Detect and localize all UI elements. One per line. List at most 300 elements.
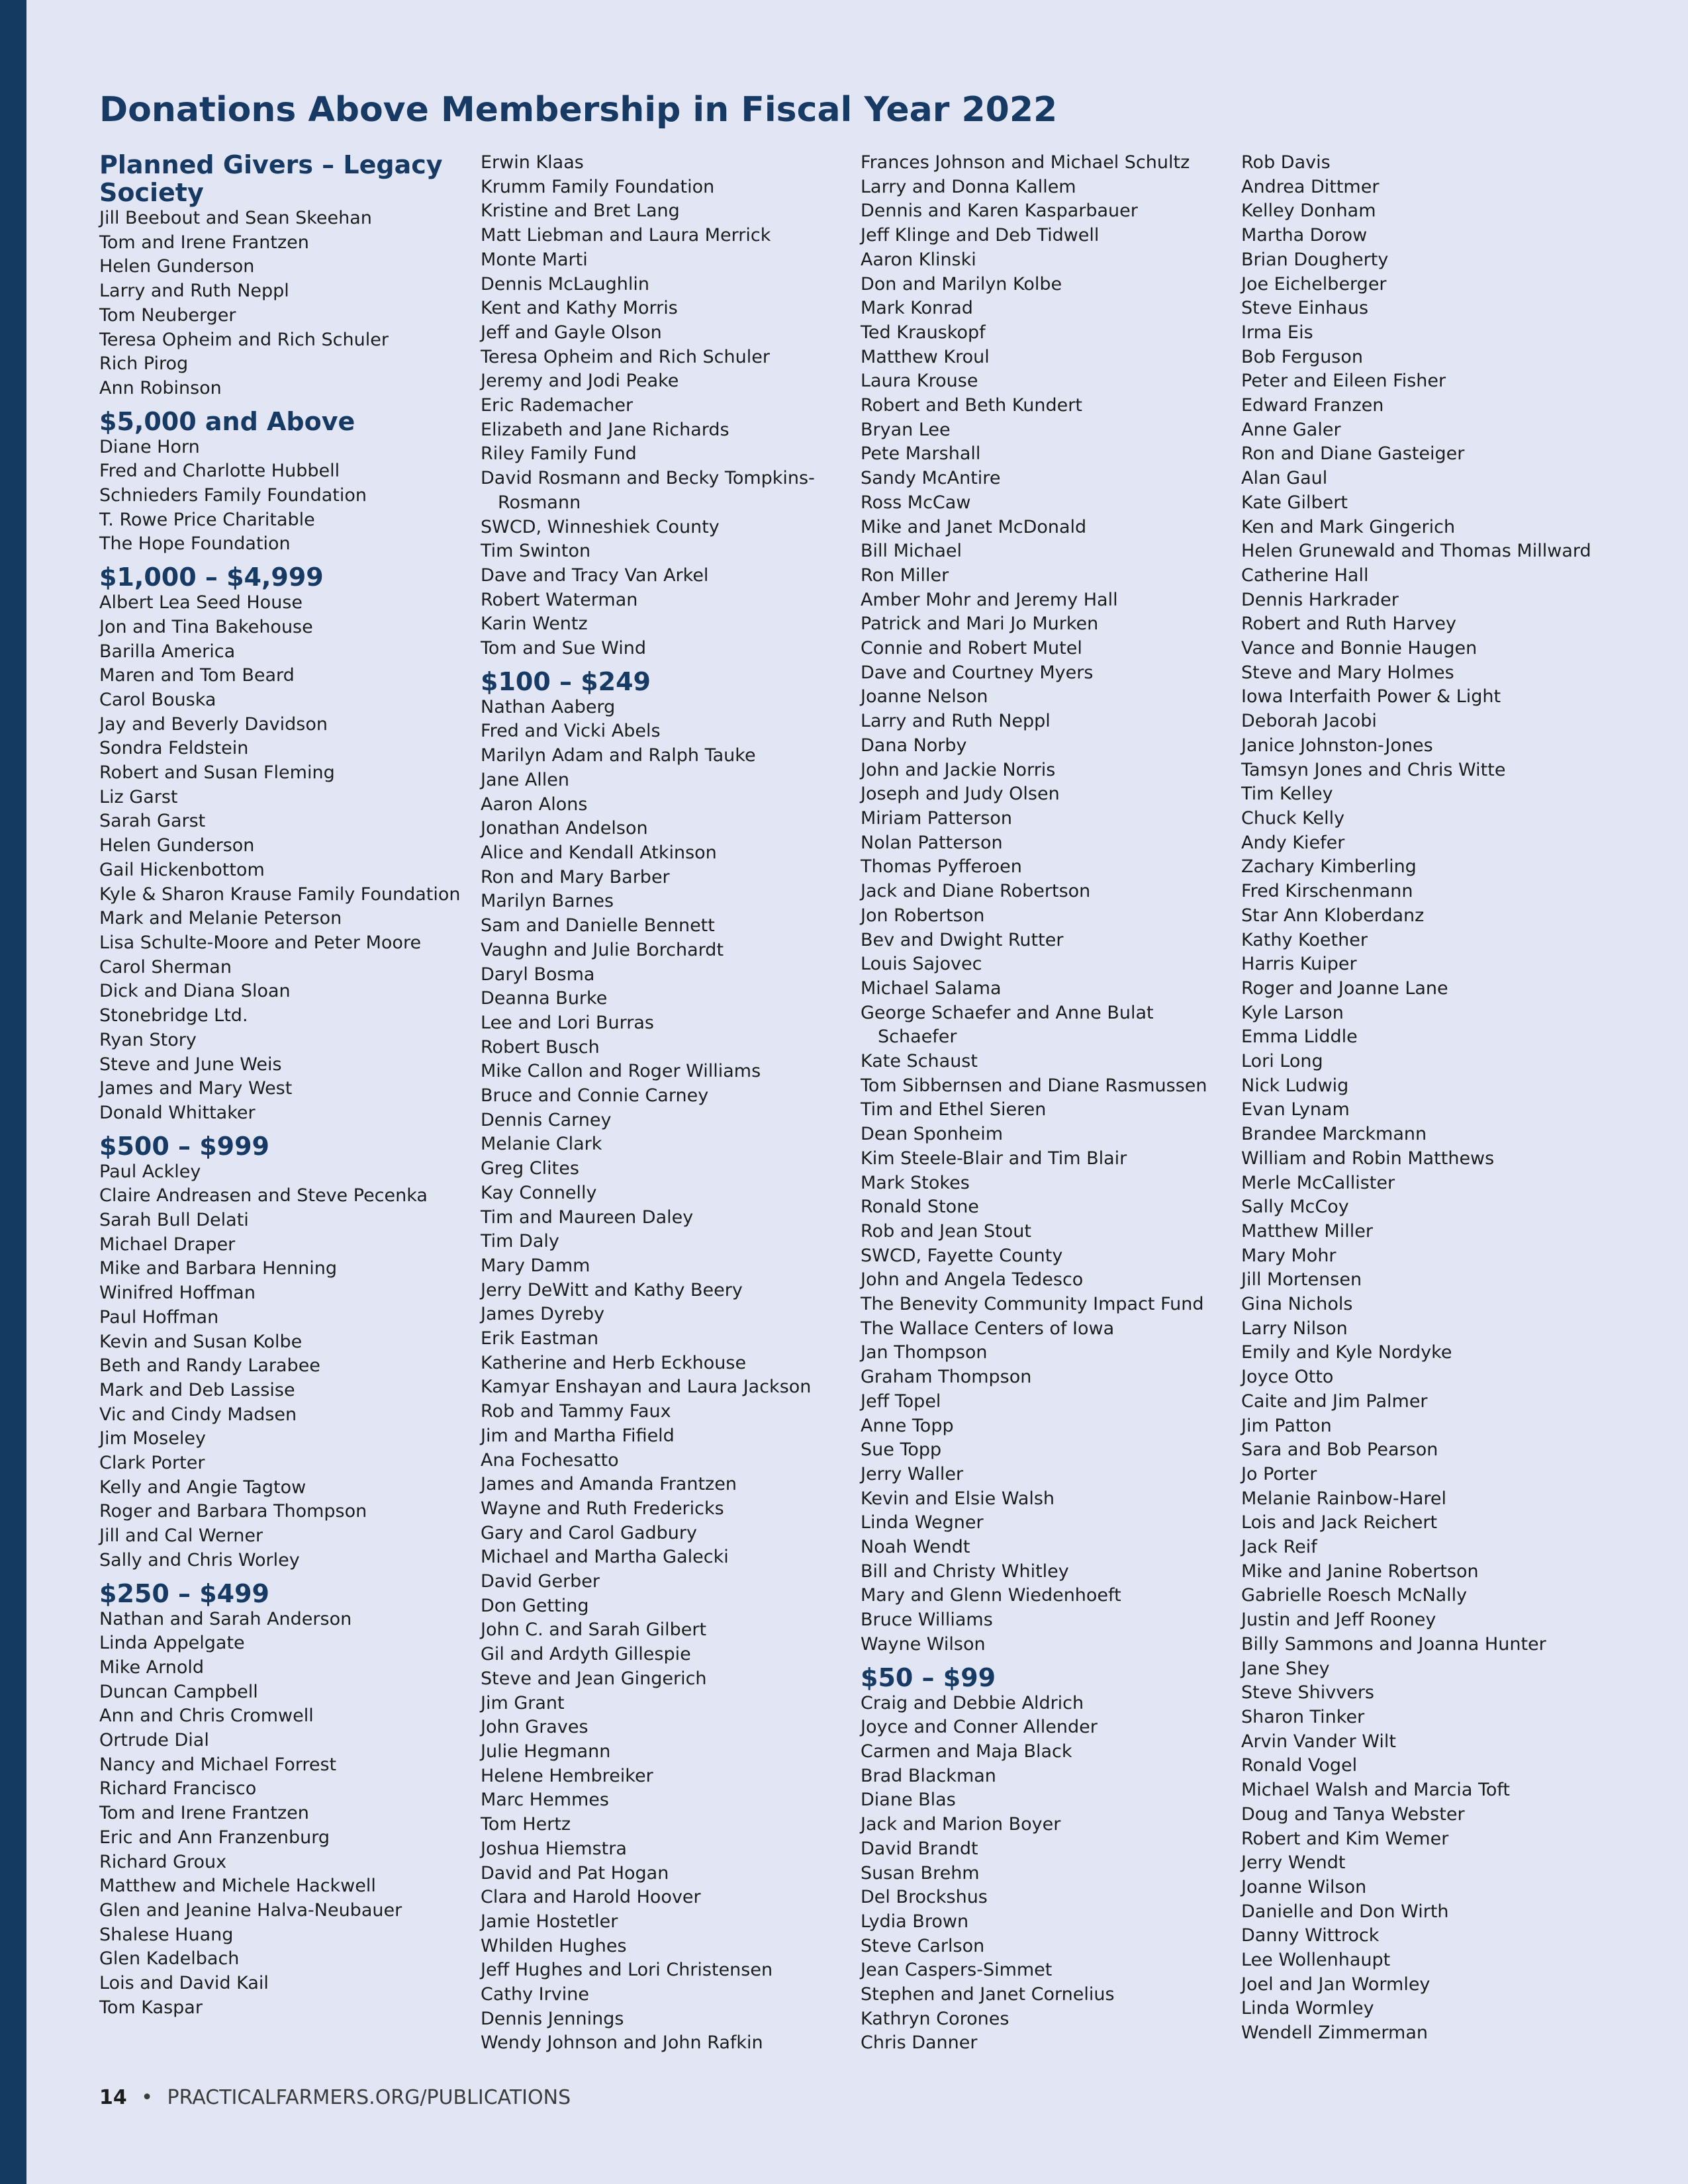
donor-name: Steve and June Weis (99, 1054, 282, 1075)
donor-name: Craig and Debbie Aldrich (861, 1692, 1084, 1713)
donor-name: Jack and Diane Robertson (861, 881, 1091, 902)
donor-name: Teresa Opheim and Rich Schuler (481, 346, 770, 367)
donor-name: Kate Schaust (861, 1051, 978, 1072)
donor-name: Stonebridge Ltd. (99, 1005, 248, 1026)
donor-name: Liz Garst (99, 786, 178, 807)
donor-name: Nancy and Michael Forrest (99, 1754, 337, 1775)
donor-name: Dick and Diana Sloan (99, 981, 291, 1002)
donor-name: Schnieders Family Foundation (99, 485, 367, 506)
donor-name: Don and Marilyn Kolbe (861, 273, 1062, 295)
donor-name: Wendell Zimmerman (1241, 2023, 1428, 2044)
donor-name: Stephen and Janet Cornelius (861, 1984, 1115, 2005)
donor-name: Noah Wendt (861, 1537, 970, 1558)
donor-name: James and Amanda Frantzen (481, 1474, 737, 1495)
donor-name: Erik Eastman (481, 1328, 599, 1349)
page-number: 14 (99, 2086, 127, 2109)
donor-name: Bruce and Connie Carney (481, 1085, 709, 1107)
donor-name: Miriam Patterson (861, 807, 1013, 829)
donor-name: Connie and Robert Mutel (861, 638, 1082, 659)
donor-name: Daryl Bosma (481, 964, 595, 985)
donor-name: John C. and Sarah Gilbert (481, 1619, 707, 1641)
donor-name: Ron Miller (861, 565, 949, 586)
donor-name: Jeff Hughes and Lori Christensen (481, 1960, 773, 1981)
donor-name: Lori Long (1241, 1051, 1323, 1072)
donor-name: Ted Krauskopf (861, 322, 986, 343)
donor-name: Robert and Ruth Harvey (1241, 614, 1456, 635)
donor-name: Ken and Mark Gingerich (1241, 516, 1456, 537)
donor-name: Mark and Melanie Peterson (99, 908, 342, 929)
donor-name: Dave and Courtney Myers (861, 662, 1094, 683)
donor-name: Del Brockshus (861, 1887, 988, 1908)
donor-name: Susan Brehm (861, 1862, 980, 1884)
donor-name: Helene Hembreiker (481, 1765, 653, 1786)
donor-name: Marc Hemmes (481, 1790, 609, 1811)
donor-name: Jill and Cal Werner (99, 1525, 263, 1547)
donor-name: Tim and Maureen Daley (481, 1206, 694, 1228)
donor-name: Dave and Tracy Van Arkel (481, 565, 709, 586)
donor-name: Jill Beebout and Sean Skeehan (99, 208, 372, 228)
donor-name: Robert Waterman (481, 589, 638, 610)
donor-name: Bruce Williams (861, 1610, 993, 1631)
donor-name: Don Getting (481, 1595, 589, 1616)
donor-name: Helen Grunewald and Thomas Millward (1241, 541, 1591, 562)
donor-name: Vaughn and Julie Borchardt (481, 939, 724, 960)
donor-name: Sarah Bull Delati (99, 1210, 249, 1231)
donor-name: Michael and Martha Galecki (481, 1547, 729, 1568)
donor-name: Tim Kelley (1241, 784, 1333, 805)
donor-name: Emily and Kyle Nordyke (1241, 1342, 1452, 1363)
footer-separator: • (141, 2086, 153, 2109)
donor-name: Sara and Bob Pearson (1241, 1439, 1438, 1461)
donor-name: Brandee Marckmann (1241, 1124, 1427, 1145)
donor-name: Greg Clites (481, 1158, 579, 1179)
donor-name: Rich Pirog (99, 353, 189, 375)
donor-name: Sally McCoy (1241, 1197, 1349, 1218)
donor-name: Mike and Barbara Henning (99, 1258, 338, 1279)
donor-name: Andy Kiefer (1241, 832, 1345, 853)
donor-name: Joyce and Conner Allender (861, 1717, 1098, 1738)
donor-name: Zachary Kimberling (1241, 856, 1417, 878)
donor-name: Jean Caspers-Simmet (861, 1960, 1053, 1981)
donor-name: John and Jackie Norris (861, 759, 1056, 780)
donor-name: Deborah Jacobi (1241, 711, 1377, 732)
donor-name: Joe Eichelberger (1241, 273, 1387, 295)
donor-name: Marilyn Adam and Ralph Tauke (481, 745, 756, 766)
donor-name: Duncan Campbell (99, 1681, 258, 1702)
donor-name: Joyce Otto (1241, 1367, 1334, 1388)
donor-name: Gil and Ardyth Gillespie (481, 1644, 691, 1665)
donor-name: Matthew Miller (1241, 1220, 1373, 1242)
donor-name: Kamyar Enshayan and Laura Jackson (481, 1377, 812, 1398)
donor-name: Mike and Janet McDonald (861, 516, 1087, 537)
donor-name: Lydia Brown (861, 1911, 969, 1932)
donor-name: Diane Horn (99, 436, 200, 457)
donor-column-4 (1241, 151, 1612, 2046)
donor-name: Krumm Family Foundation (481, 176, 715, 197)
donor-name: Lisa Schulte-Moore and Peter Moore (99, 932, 422, 953)
donor-name: Joshua Hiemstra (481, 1838, 627, 1859)
donor-name: Dennis Jennings (481, 2008, 624, 2029)
donor-name: Rob and Jean Stout (861, 1220, 1031, 1242)
donor-name: Nathan and Sarah Anderson (99, 1608, 352, 1629)
donor-name: Evan Lynam (1241, 1099, 1350, 1120)
donor-name: Sharon Tinker (1241, 1707, 1365, 1727)
donor-name: Danielle and Don Wirth (1241, 1901, 1449, 1922)
donor-name: Steve Einhaus (1241, 298, 1369, 319)
donor-name: Helen Gunderson (99, 256, 255, 277)
donor-name: Danny Wittrock (1241, 1925, 1380, 1946)
donor-name: Robert Busch (481, 1036, 600, 1058)
donor-name: Jeff Topel (861, 1390, 941, 1412)
donor-name: Fred and Vicki Abels (481, 721, 661, 742)
section-heading: $100 – $249 (481, 666, 651, 696)
donor-column-2 (481, 151, 851, 2056)
donor-name: Monte Marti (481, 249, 588, 270)
donor-name: Richard Groux (99, 1851, 227, 1872)
donor-name: Roger and Joanne Lane (1241, 978, 1448, 999)
donor-name: Diane Blas (861, 1790, 956, 1811)
donor-name: Chuck Kelly (1241, 807, 1345, 829)
donor-name: Kathy Koether (1241, 929, 1368, 950)
donor-name: Tim Daly (481, 1231, 559, 1252)
donor-name: Irma Eis (1241, 322, 1313, 343)
donor-name: Lois and David Kail (99, 1973, 269, 1994)
donor-name: Jim Grant (481, 1692, 565, 1713)
donor-name: Karin Wentz (481, 614, 588, 635)
donor-name: Ortrude Dial (99, 1730, 209, 1751)
donor-name: Kathryn Corones (861, 2008, 1009, 2029)
donor-name: Patrick and Mari Jo Murken (861, 614, 1099, 635)
donor-name: Tim and Ethel Sieren (861, 1099, 1047, 1120)
donor-name: Riley Family Fund (481, 443, 637, 465)
donor-name: William and Robin Matthews (1241, 1148, 1495, 1169)
donor-name: Gina Nichols (1241, 1294, 1353, 1315)
donor-name: Fred Kirschenmann (1241, 881, 1413, 902)
donor-name: Steve and Mary Holmes (1241, 662, 1454, 683)
donor-name: David Rosmann and Becky Tompkins-Rosmann (481, 468, 815, 513)
donor-name: Sondra Feldstein (99, 738, 249, 759)
donor-name: Louis Sajovec (861, 954, 982, 975)
donor-name: Mary Damm (481, 1255, 590, 1276)
donor-name: Ronald Vogel (1241, 1755, 1358, 1776)
donor-name: Fred and Charlotte Hubbell (99, 461, 340, 482)
donor-name: Edward Franzen (1241, 395, 1384, 416)
donor-name: Rob Davis (1241, 152, 1331, 173)
donor-name: Steve Carlson (861, 1935, 985, 1956)
donor-name: Bob Ferguson (1241, 346, 1364, 367)
donor-name: Eric and Ann Franzenburg (99, 1827, 330, 1848)
donor-name: Bev and Dwight Rutter (861, 929, 1064, 950)
donor-name: Aaron Klinski (861, 249, 976, 270)
donor-name: Elizabeth and Jane Richards (481, 419, 729, 440)
donor-name: T. Rowe Price Charitable (99, 509, 315, 530)
donor-name: Larry and Ruth Neppl (861, 711, 1051, 732)
donor-name: Tom and Sue Wind (481, 638, 646, 659)
donor-name: Larry and Ruth Neppl (99, 281, 289, 302)
donor-name: Sally and Chris Worley (99, 1549, 300, 1570)
donor-name: Winifred Hoffman (99, 1283, 256, 1304)
donor-name: Dennis McLaughlin (481, 273, 649, 295)
donor-name: David Gerber (481, 1571, 600, 1592)
donor-name: Dean Sponheim (861, 1124, 1004, 1145)
donor-name: Jack Reif (1241, 1537, 1317, 1558)
donor-name: Graham Thompson (861, 1367, 1032, 1388)
donor-name: Gary and Carol Gadbury (481, 1522, 697, 1543)
donor-column-1 (99, 151, 470, 2021)
donor-name: Brad Blackman (861, 1765, 996, 1786)
donor-name: Deanna Burke (481, 988, 608, 1009)
donor-name: Paul Ackley (99, 1161, 201, 1182)
donor-name: Tom and Irene Frantzen (99, 232, 309, 253)
donor-name: Tom and Irene Frantzen (99, 1803, 309, 1824)
donor-name: Anne Topp (861, 1415, 954, 1436)
donor-name: Robert and Beth Kundert (861, 395, 1082, 416)
donor-name: Joanne Wilson (1241, 1876, 1367, 1897)
donor-name: The Hope Foundation (99, 533, 291, 555)
donor-name: Jill Mortensen (1241, 1269, 1362, 1291)
donor-name: Jeff Klinge and Deb Tidwell (861, 225, 1100, 246)
donor-name: Dennis and Karen Kasparbauer (861, 201, 1138, 222)
donor-name: Ron and Diane Gasteiger (1241, 443, 1465, 465)
donor-name: Lois and Jack Reichert (1241, 1512, 1438, 1533)
donor-name: Ron and Mary Barber (481, 866, 670, 887)
donor-name: Bill and Christy Whitley (861, 1561, 1069, 1582)
donor-name: Frances Johnson and Michael Schultz (861, 152, 1190, 173)
donor-name: Bill Michael (861, 541, 962, 562)
donor-name: Ann and Chris Cromwell (99, 1706, 314, 1727)
donor-name: David and Pat Hogan (481, 1862, 669, 1884)
donor-name: Nick Ludwig (1241, 1075, 1349, 1096)
donor-name: Jon Robertson (861, 905, 985, 926)
donor-name: Jerry Wendt (1241, 1852, 1346, 1874)
donor-name: Kate Gilbert (1241, 492, 1348, 513)
donor-name: Jo Porter (1241, 1463, 1317, 1484)
donor-name: Gail Hickenbottom (99, 859, 265, 880)
donor-name: Jerry Waller (861, 1463, 964, 1484)
donor-name: Linda Wormley (1241, 1998, 1374, 2019)
donor-name: Mike Callon and Roger Williams (481, 1061, 761, 1082)
donor-name: Eric Rademacher (481, 395, 633, 416)
donor-name: Alan Gaul (1241, 468, 1328, 489)
donor-name: Kevin and Elsie Walsh (861, 1488, 1055, 1509)
donor-name: Maren and Tom Beard (99, 665, 295, 686)
donor-name: Bryan Lee (861, 419, 951, 440)
donor-name: Sam and Danielle Bennett (481, 915, 715, 936)
donor-name: Emma Liddle (1241, 1026, 1358, 1048)
donor-name: Lee Wollenhaupt (1241, 1950, 1391, 1971)
donor-name: Nolan Patterson (861, 832, 1003, 853)
donor-name: Brian Dougherty (1241, 249, 1389, 270)
donor-name: Nathan Aaberg (481, 696, 616, 717)
donor-name: Jerry DeWitt and Kathy Beery (481, 1279, 743, 1300)
page-footer (99, 2085, 571, 2111)
page-spine-bar (0, 0, 26, 2184)
donor-name: Tom Hertz (481, 1814, 571, 1835)
donor-name: Kristine and Bret Lang (481, 201, 680, 222)
donor-name: Ana Fochesatto (481, 1449, 619, 1471)
donor-name: Richard Francisco (99, 1778, 257, 1799)
donor-name: George Schaefer and Anne Bulat Schaefer (861, 1002, 1154, 1048)
donor-name: The Wallace Centers of Iowa (861, 1318, 1115, 1339)
donor-name: Jane Allen (481, 769, 570, 790)
donor-name: Michael Draper (99, 1234, 236, 1255)
donor-name: SWCD, Fayette County (861, 1245, 1063, 1266)
donor-name: SWCD, Winneshiek County (481, 516, 720, 537)
donor-name: Katherine and Herb Eckhouse (481, 1352, 747, 1373)
donor-name: Ann Robinson (99, 377, 222, 398)
donor-name: Billy Sammons and Joanna Hunter (1241, 1633, 1546, 1655)
donor-name: Kim Steele-Blair and Tim Blair (861, 1148, 1127, 1169)
donor-name: Tom Neuberger (99, 304, 236, 326)
donor-name: Rob and Tammy Faux (481, 1401, 671, 1422)
donor-name: Star Ann Kloberdanz (1241, 905, 1425, 926)
donor-name: Mary and Glenn Wiedenhoeft (861, 1585, 1121, 1606)
donor-name: Ronald Stone (861, 1197, 979, 1218)
donor-name: Kelley Donham (1241, 201, 1376, 222)
donor-name: Teresa Opheim and Rich Schuler (99, 329, 389, 350)
donor-name: Jim Patton (1241, 1415, 1332, 1436)
donor-name: Erwin Klaas (481, 152, 584, 173)
page-title: Donations Above Membership in Fiscal Year 2022 (99, 90, 1058, 130)
donor-name: Kay Connelly (481, 1182, 597, 1203)
donor-name: Carmen and Maja Black (861, 1741, 1072, 1762)
section-heading: $500 – $999 (99, 1131, 269, 1161)
donor-name: Iowa Interfaith Power & Light (1241, 686, 1501, 707)
donor-name: Steve Shivvers (1241, 1682, 1374, 1704)
donor-name: Gabrielle Roesch McNally (1241, 1585, 1468, 1606)
section-heading: $50 – $99 (861, 1662, 996, 1692)
donor-name: Mark and Deb Lassise (99, 1379, 295, 1400)
section-heading: $1,000 – $4,999 (99, 563, 324, 592)
donor-name: Merle McCallister (1241, 1172, 1395, 1193)
donor-name: Kelly and Angie Tagtow (99, 1477, 306, 1498)
donor-name: Kent and Kathy Morris (481, 298, 678, 319)
donor-name: Clara and Harold Hoover (481, 1887, 701, 1908)
donor-name: Vic and Cindy Madsen (99, 1404, 297, 1425)
donor-name: Dana Norby (861, 735, 967, 756)
donor-name: Michael Walsh and Marcia Toft (1241, 1780, 1511, 1801)
donor-name: Shalese Huang (99, 1924, 234, 1945)
donor-name: Janice Johnston-Jones (1241, 735, 1433, 756)
donor-name: Tim Swinton (481, 541, 591, 562)
donor-name: Caite and Jim Palmer (1241, 1390, 1428, 1412)
donor-name: Andrea Dittmer (1241, 176, 1380, 197)
donor-name: Jack and Marion Boyer (861, 1814, 1061, 1835)
donor-name: Mike Arnold (99, 1657, 205, 1678)
donor-name: Laura Krouse (861, 371, 978, 392)
donor-name: Larry Nilson (1241, 1318, 1348, 1339)
donor-name: Anne Galer (1241, 419, 1341, 440)
donor-name: Wayne Wilson (861, 1633, 986, 1655)
section-heading: Planned Givers – Legacy Society (99, 150, 443, 207)
donor-name: Larry and Donna Kallem (861, 176, 1076, 197)
donor-name: Clark Porter (99, 1453, 205, 1474)
donor-name: Peter and Eileen Fisher (1241, 371, 1446, 392)
donor-name: Wayne and Ruth Fredericks (481, 1498, 724, 1519)
donor-name: Beth and Randy Larabee (99, 1355, 320, 1377)
donor-name: Dennis Carney (481, 1109, 612, 1130)
donor-name: Jeff and Gayle Olson (481, 322, 662, 343)
donor-name: Jonathan Andelson (481, 818, 648, 839)
donor-name: Jim and Martha Fifield (481, 1425, 675, 1446)
donor-name: Barilla America (99, 641, 236, 662)
donor-name: Wendy Johnson and John Rafkin (481, 2032, 763, 2054)
donor-name: Joanne Nelson (861, 686, 988, 707)
donor-name: Matthew and Michele Hackwell (99, 1876, 376, 1897)
donor-name: Doug and Tanya Webster (1241, 1803, 1465, 1825)
donor-column-3 (861, 151, 1231, 2056)
donor-name: Paul Hoffman (99, 1306, 219, 1328)
donor-name: Joseph and Judy Olsen (861, 784, 1060, 805)
donor-name: James Dyreby (481, 1304, 605, 1325)
donor-name: Catherine Hall (1241, 565, 1369, 586)
donor-name: Jim Moseley (99, 1428, 206, 1449)
donor-name: John and Angela Tedesco (861, 1269, 1084, 1291)
donor-name: Jane Shey (1241, 1658, 1330, 1679)
section-heading: $250 – $499 (99, 1578, 269, 1608)
donor-name: Ross McCaw (861, 492, 971, 513)
donor-name: Whilden Hughes (481, 1935, 627, 1956)
donor-name: Mark Konrad (861, 298, 973, 319)
donor-name: Kevin and Susan Kolbe (99, 1331, 303, 1352)
donor-name: James and Mary West (99, 1078, 293, 1099)
donor-name: Steve and Jean Gingerich (481, 1668, 707, 1689)
donor-name: Dennis Harkrader (1241, 589, 1399, 610)
donor-name: Arvin Vander Wilt (1241, 1731, 1396, 1752)
donor-name: Jay and Beverly Davidson (99, 713, 328, 735)
donor-name: Pete Marshall (861, 443, 981, 465)
donor-name: Kyle & Sharon Krause Family Foundation (99, 884, 461, 905)
donor-name: Roger and Barbara Thompson (99, 1501, 367, 1522)
footer-url: PRACTICALFARMERS.ORG/PUBLICATIONS (167, 2086, 571, 2109)
donor-name: Claire Andreasen and Steve Pecenka (99, 1185, 428, 1206)
donor-name: Martha Dorow (1241, 225, 1368, 246)
donor-name: Harris Kuiper (1241, 954, 1357, 975)
donor-name: Alice and Kendall Atkinson (481, 842, 717, 863)
donor-name: Albert Lea Seed House (99, 592, 303, 614)
donor-name: Justin and Jeff Rooney (1241, 1610, 1436, 1631)
donor-name: John Graves (481, 1717, 588, 1738)
donor-name: Helen Gunderson (99, 835, 255, 856)
donor-name: Jamie Hostetler (481, 1911, 618, 1932)
donor-name: Jeremy and Jodi Peake (481, 371, 679, 392)
donor-name: Jon and Tina Bakehouse (99, 616, 313, 637)
section-heading: $5,000 and Above (99, 406, 355, 436)
donor-name: Tamsyn Jones and Chris Witte (1241, 759, 1506, 780)
donor-name: Mike and Janine Robertson (1241, 1561, 1479, 1582)
donor-name: Linda Wegner (861, 1512, 984, 1533)
donor-name: Joel and Jan Wormley (1241, 1974, 1430, 1995)
donor-name: David Brandt (861, 1838, 978, 1859)
donor-name: Matthew Kroul (861, 346, 990, 367)
donor-name: Cathy Irvine (481, 1984, 589, 2005)
donor-name: Vance and Bonnie Haugen (1241, 638, 1477, 659)
donor-name: Carol Sherman (99, 956, 232, 978)
donor-name: Sue Topp (861, 1439, 942, 1461)
donor-name: Chris Danner (861, 2032, 978, 2054)
donor-name: Glen Kadelbach (99, 1948, 240, 1970)
donor-name: Tom Kaspar (99, 1997, 203, 2018)
donor-name: Melanie Clark (481, 1134, 602, 1155)
donor-name: Mark Stokes (861, 1172, 970, 1193)
donor-name: Linda Appelgate (99, 1633, 245, 1654)
donor-name: Mary Mohr (1241, 1245, 1336, 1266)
donor-name: The Benevity Community Impact Fund (861, 1294, 1204, 1315)
donor-name: Melanie Rainbow-Harel (1241, 1488, 1447, 1509)
donor-name: Robert and Kim Wemer (1241, 1828, 1449, 1849)
donor-name: Glen and Jeanine Halva-Neubauer (99, 1900, 402, 1921)
donor-name: Aaron Alons (481, 794, 588, 815)
